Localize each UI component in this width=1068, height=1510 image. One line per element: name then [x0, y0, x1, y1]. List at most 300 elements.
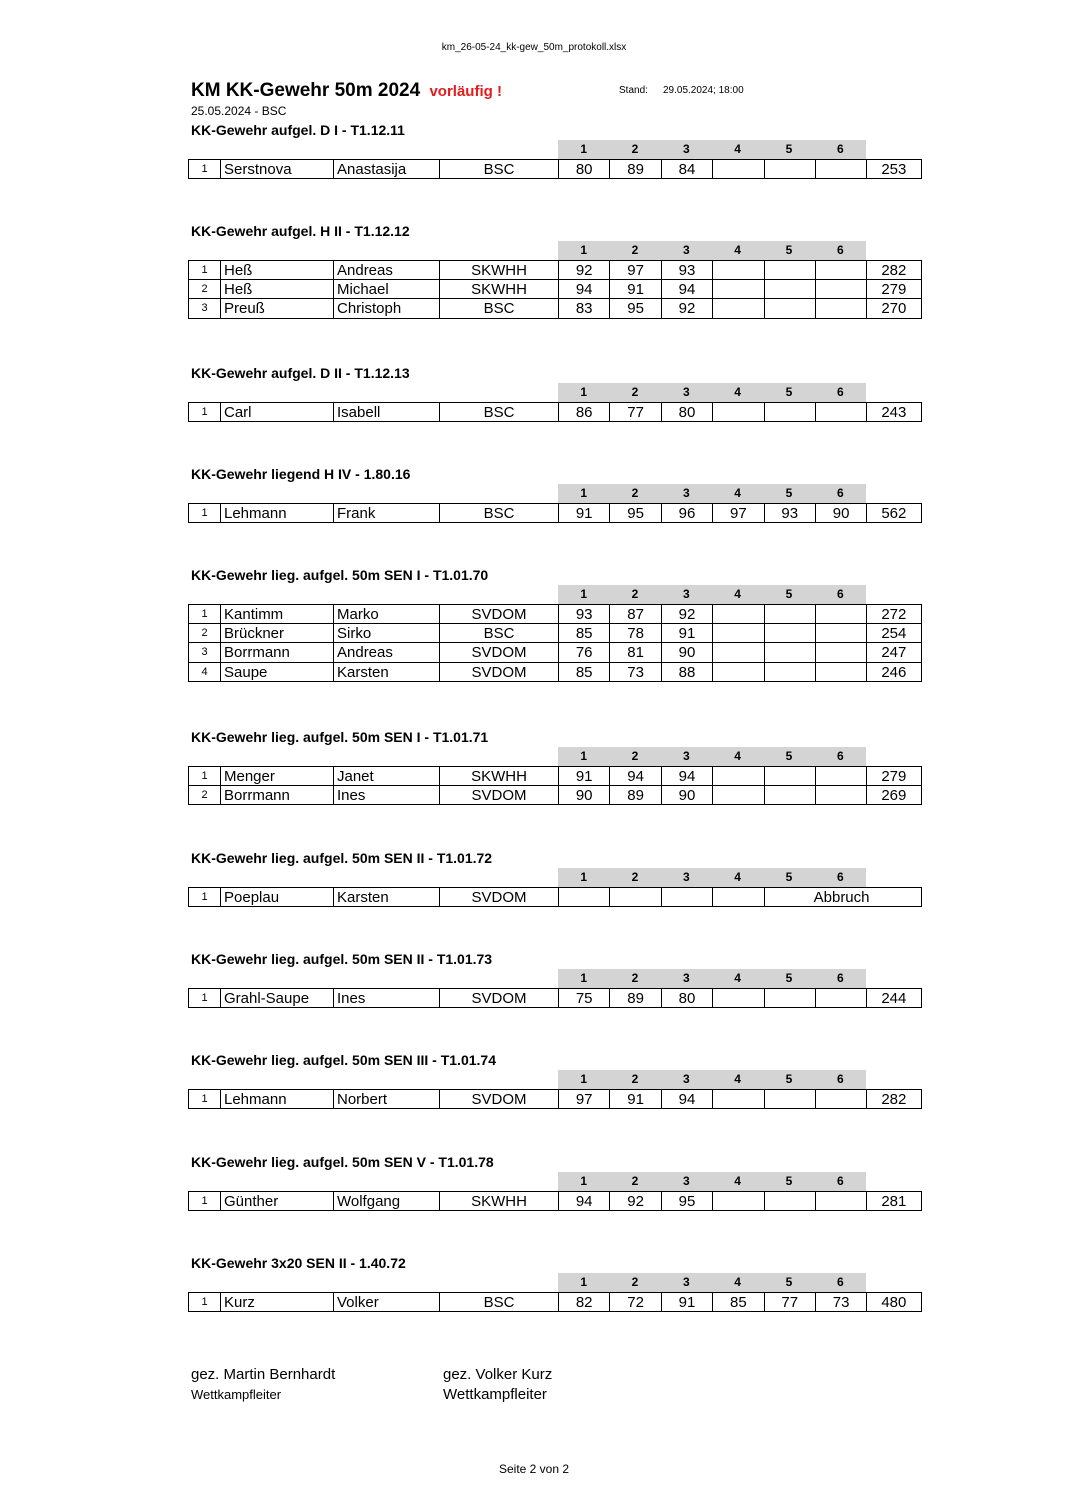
- results-table: [188, 988, 922, 1008]
- score-cell: 90: [662, 643, 713, 661]
- score-cell: 77: [765, 1293, 816, 1311]
- round-header: [558, 585, 866, 604]
- round-label: 3: [682, 971, 690, 985]
- result-section: [0, 563, 1068, 681]
- score-cell: 91: [559, 767, 610, 785]
- score-cell: [559, 888, 610, 906]
- rank-cell: 1: [189, 261, 221, 279]
- result-section: [0, 219, 1068, 318]
- signature-left-role: Wettkampfleiter: [191, 1387, 282, 1402]
- round-label: 1: [580, 1072, 587, 1086]
- table-row: [189, 605, 921, 624]
- score-cell: [713, 767, 764, 785]
- round-header: [558, 747, 866, 766]
- club-cell: SVDOM: [440, 663, 559, 681]
- score-cell: [765, 160, 816, 178]
- table-row: [189, 1293, 921, 1312]
- score-cell: [765, 786, 816, 804]
- round-label: 6: [836, 749, 844, 763]
- results-table: [188, 887, 922, 907]
- round-header: [558, 241, 866, 260]
- first-name-cell: Marko: [334, 605, 440, 623]
- results-table: [188, 402, 922, 422]
- section-title: KK-Gewehr lieg. aufgel. 50m SEN I - T1.01.71: [191, 729, 489, 745]
- round-label: 2: [631, 1275, 639, 1289]
- score-cell: [816, 403, 867, 421]
- score-cell: 96: [662, 504, 713, 522]
- round-label: 3: [682, 142, 690, 156]
- score-cell: [713, 160, 764, 178]
- last-name-cell: Kantimm: [221, 605, 334, 623]
- score-cell: 85: [559, 663, 610, 681]
- stand-label: Stand:: [619, 85, 648, 96]
- score-cell: [713, 786, 764, 804]
- total-cell: 272: [881, 606, 907, 623]
- score-cell: 94: [662, 1090, 713, 1108]
- round-label: 4: [734, 385, 741, 399]
- score-cell: 97: [713, 504, 764, 522]
- round-label: 1: [580, 1174, 587, 1188]
- results-table: [188, 604, 922, 682]
- round-label: 4: [734, 486, 741, 500]
- score-cell: [816, 261, 867, 279]
- score-cell: 73: [816, 1293, 867, 1311]
- score-cell: [816, 1090, 867, 1108]
- rank-cell: 2: [189, 624, 221, 642]
- total-cell: 282: [881, 1091, 907, 1108]
- score-cell: 94: [559, 1192, 610, 1210]
- last-name-cell: Borrmann: [221, 643, 334, 661]
- score-cell: [713, 888, 764, 906]
- preliminary-label: vorläufig !: [429, 83, 502, 100]
- score-cell: [713, 643, 764, 661]
- last-name-cell: Heß: [221, 261, 334, 279]
- title-text: KM KK-Gewehr 50m 2024: [191, 80, 421, 101]
- table-row: [189, 280, 921, 299]
- round-label: 1: [580, 749, 587, 763]
- round-label: 3: [682, 486, 690, 500]
- club-cell: BSC: [440, 403, 559, 421]
- score-cell: [816, 280, 867, 298]
- round-label: 1: [580, 486, 587, 500]
- score-cell: 77: [610, 403, 661, 421]
- stand-value: 29.05.2024; 18:00: [663, 85, 744, 96]
- score-cell: [765, 989, 816, 1007]
- total-cell: 282: [881, 262, 907, 279]
- result-section: [0, 462, 1068, 532]
- section-title: KK-Gewehr lieg. aufgel. 50m SEN II - T1.01.73: [191, 951, 493, 967]
- round-label: 4: [734, 971, 741, 985]
- club-cell: SKWHH: [440, 280, 559, 298]
- score-cell: 92: [610, 1192, 661, 1210]
- score-cell: [816, 786, 867, 804]
- last-name-cell: Günther: [221, 1192, 334, 1210]
- section-title: KK-Gewehr lieg. aufgel. 50m SEN V - T1.01.78: [191, 1154, 494, 1170]
- last-name-cell: Heß: [221, 280, 334, 298]
- table-row: [189, 989, 921, 1008]
- results-table: [188, 1292, 922, 1312]
- club-cell: SVDOM: [440, 989, 559, 1007]
- total-cell: 480: [881, 1294, 907, 1311]
- round-label: 5: [785, 486, 793, 500]
- score-cell: 93: [662, 261, 713, 279]
- club-cell: BSC: [440, 624, 559, 642]
- club-cell: BSC: [440, 160, 559, 178]
- last-name-cell: Preuß: [221, 299, 334, 317]
- round-label: 1: [580, 587, 587, 601]
- round-label: 3: [682, 749, 690, 763]
- round-label: 3: [682, 1174, 690, 1188]
- score-cell: [765, 261, 816, 279]
- table-row: [189, 786, 921, 805]
- score-cell: 91: [559, 504, 610, 522]
- round-label: 1: [580, 385, 587, 399]
- round-label: 4: [734, 1275, 741, 1289]
- round-label: 5: [785, 385, 793, 399]
- score-cell: [816, 1192, 867, 1210]
- total-cell: 281: [881, 1193, 907, 1210]
- section-title: KK-Gewehr liegend H IV - 1.80.16: [191, 466, 411, 482]
- rank-cell: 1: [189, 504, 221, 522]
- table-row: [189, 624, 921, 643]
- total-cell: 243: [881, 404, 907, 421]
- score-cell: [765, 624, 816, 642]
- round-label: 3: [682, 1275, 690, 1289]
- round-label: 2: [631, 870, 639, 884]
- total-cell: 247: [881, 644, 907, 662]
- page-number: Seite 2 von 2: [498, 1462, 570, 1476]
- rank-cell: 1: [189, 989, 221, 1007]
- score-cell: [713, 605, 764, 623]
- total-cell: 254: [881, 625, 907, 643]
- score-cell: [816, 663, 867, 681]
- score-cell: 94: [662, 280, 713, 298]
- round-label: 4: [734, 870, 741, 884]
- score-cell: [713, 299, 764, 317]
- club-cell: SKWHH: [440, 261, 559, 279]
- score-cell: 90: [559, 786, 610, 804]
- round-header: [558, 484, 866, 503]
- first-name-cell: Karsten: [334, 663, 440, 681]
- signature-left-name: gez. Martin Bernhardt: [191, 1366, 336, 1383]
- score-cell: 81: [610, 643, 661, 661]
- result-section: [0, 725, 1068, 805]
- round-label: 6: [836, 971, 844, 985]
- score-cell: [765, 403, 816, 421]
- score-cell: [816, 643, 867, 661]
- first-name-cell: Karsten: [334, 888, 440, 906]
- round-label: 5: [785, 971, 793, 985]
- result-section: [0, 1048, 1068, 1118]
- first-name-cell: Ines: [334, 989, 440, 1007]
- round-label: 2: [631, 749, 639, 763]
- score-cell: [713, 280, 764, 298]
- table-row: [189, 643, 921, 662]
- score-cell: [816, 624, 867, 642]
- club-cell: BSC: [440, 299, 559, 317]
- last-name-cell: Serstnova: [221, 160, 334, 178]
- club-cell: SVDOM: [440, 643, 559, 661]
- first-name-cell: Ines: [334, 786, 440, 804]
- club-cell: SKWHH: [440, 1192, 559, 1210]
- score-cell: [816, 767, 867, 785]
- last-name-cell: Grahl-Saupe: [221, 989, 334, 1007]
- score-cell: 90: [662, 786, 713, 804]
- total-cell: 279: [881, 281, 907, 299]
- total-cell: 253: [881, 161, 907, 178]
- round-label: 3: [682, 587, 690, 601]
- score-cell: [765, 643, 816, 661]
- score-cell: 73: [610, 663, 661, 681]
- score-cell: 91: [610, 280, 661, 298]
- score-cell: 90: [816, 504, 867, 522]
- score-cell: 92: [662, 299, 713, 317]
- score-cell: [765, 663, 816, 681]
- round-label: 5: [785, 243, 793, 257]
- section-title: KK-Gewehr lieg. aufgel. 50m SEN III - T1.01.74: [191, 1052, 496, 1068]
- score-cell: [713, 989, 764, 1007]
- table-row: [189, 663, 921, 682]
- round-label: 2: [631, 486, 639, 500]
- round-label: 1: [580, 243, 587, 257]
- first-name-cell: Frank: [334, 504, 440, 522]
- round-label: 3: [682, 385, 690, 399]
- score-cell: [765, 767, 816, 785]
- score-cell: 80: [662, 403, 713, 421]
- event-date-location: 25.05.2024 - BSC: [191, 104, 287, 118]
- score-cell: 97: [559, 1090, 610, 1108]
- table-row: [189, 888, 921, 907]
- score-cell: 95: [610, 299, 661, 317]
- round-header: [558, 1070, 866, 1089]
- round-label: 3: [682, 870, 690, 884]
- score-cell: [713, 1090, 764, 1108]
- round-label: 4: [734, 1072, 741, 1086]
- results-table: [188, 503, 922, 523]
- round-label: 2: [631, 142, 639, 156]
- score-cell: 94: [662, 767, 713, 785]
- table-row: [189, 1192, 921, 1211]
- table-row: [189, 1090, 921, 1109]
- result-section: [0, 1251, 1068, 1321]
- score-cell: 80: [559, 160, 610, 178]
- round-label: 6: [836, 385, 844, 399]
- first-name-cell: Sirko: [334, 624, 440, 642]
- score-cell: [713, 1192, 764, 1210]
- first-name-cell: Christoph: [334, 299, 440, 317]
- first-name-cell: Isabell: [334, 403, 440, 421]
- last-name-cell: Lehmann: [221, 504, 334, 522]
- round-label: 5: [785, 587, 793, 601]
- round-label: 1: [580, 1275, 587, 1289]
- score-cell: [713, 624, 764, 642]
- round-label: 6: [836, 870, 844, 884]
- round-label: 6: [836, 486, 844, 500]
- last-name-cell: Brückner: [221, 624, 334, 642]
- first-name-cell: Wolfgang: [334, 1192, 440, 1210]
- score-cell: 82: [559, 1293, 610, 1311]
- score-cell: 89: [610, 989, 661, 1007]
- score-cell: 83: [559, 299, 610, 317]
- section-title: KK-Gewehr lieg. aufgel. 50m SEN I - T1.01.70: [191, 567, 489, 583]
- section-title: KK-Gewehr aufgel. D II - T1.12.13: [191, 365, 410, 381]
- note-cell: Abbruch: [813, 889, 870, 906]
- total-cell: 269: [881, 787, 907, 805]
- round-header: [558, 969, 866, 988]
- round-label: 6: [836, 1275, 844, 1289]
- section-title: KK-Gewehr lieg. aufgel. 50m SEN II - T1.01.72: [191, 850, 493, 866]
- table-row: [189, 403, 921, 422]
- round-label: 4: [734, 243, 741, 257]
- total-cell: 270: [881, 300, 907, 318]
- round-label: 1: [580, 971, 587, 985]
- score-cell: [765, 1192, 816, 1210]
- round-label: 5: [785, 1275, 793, 1289]
- round-label: 2: [631, 587, 639, 601]
- table-row: [189, 261, 921, 280]
- score-cell: [713, 403, 764, 421]
- score-cell: 89: [610, 786, 661, 804]
- club-cell: SVDOM: [440, 888, 559, 906]
- score-cell: [765, 280, 816, 298]
- last-name-cell: Saupe: [221, 663, 334, 681]
- round-label: 4: [734, 142, 741, 156]
- round-label: 2: [631, 971, 639, 985]
- score-cell: 85: [713, 1293, 764, 1311]
- table-row: [189, 767, 921, 786]
- result-section: [0, 947, 1068, 1017]
- round-label: 5: [785, 870, 793, 884]
- round-label: 6: [836, 1072, 844, 1086]
- round-label: 5: [785, 142, 793, 156]
- last-name-cell: Kurz: [221, 1293, 334, 1311]
- last-name-cell: Poeplau: [221, 888, 334, 906]
- result-section: [0, 361, 1068, 431]
- results-table: [188, 766, 922, 805]
- score-cell: [765, 605, 816, 623]
- last-name-cell: Carl: [221, 403, 334, 421]
- rank-cell: 1: [189, 1293, 221, 1311]
- signature-right-role: Wettkampfleiter: [443, 1386, 547, 1403]
- round-label: 3: [682, 243, 690, 257]
- score-cell: [765, 299, 816, 317]
- round-label: 6: [836, 142, 844, 156]
- total-cell: 244: [881, 990, 907, 1007]
- table-row: [189, 160, 921, 179]
- round-label: 2: [631, 1174, 639, 1188]
- rank-cell: 3: [189, 299, 221, 317]
- result-section: [0, 118, 1068, 188]
- round-label: 1: [580, 142, 587, 156]
- score-cell: 80: [662, 989, 713, 1007]
- score-cell: 93: [559, 605, 610, 623]
- score-cell: [713, 663, 764, 681]
- first-name-cell: Andreas: [334, 261, 440, 279]
- score-cell: 91: [662, 1293, 713, 1311]
- last-name-cell: Menger: [221, 767, 334, 785]
- score-cell: 88: [662, 663, 713, 681]
- round-label: 6: [836, 1174, 844, 1188]
- club-cell: SVDOM: [440, 1090, 559, 1108]
- first-name-cell: Janet: [334, 767, 440, 785]
- round-label: 5: [785, 1174, 793, 1188]
- rank-cell: 2: [189, 280, 221, 298]
- score-cell: [610, 888, 661, 906]
- first-name-cell: Andreas: [334, 643, 440, 661]
- last-name-cell: Lehmann: [221, 1090, 334, 1108]
- round-label: 2: [631, 385, 639, 399]
- rank-cell: 1: [189, 605, 221, 623]
- score-cell: [662, 888, 713, 906]
- score-cell: [816, 160, 867, 178]
- round-label: 4: [734, 587, 741, 601]
- total-cell: 246: [881, 663, 907, 681]
- score-cell: 91: [662, 624, 713, 642]
- rank-cell: 4: [189, 663, 221, 681]
- score-cell: [713, 261, 764, 279]
- rank-cell: 1: [189, 1090, 221, 1108]
- section-title: KK-Gewehr aufgel. H II - T1.12.12: [191, 223, 410, 239]
- document-title: [191, 80, 502, 102]
- table-row: [189, 504, 921, 523]
- rank-cell: 1: [189, 1192, 221, 1210]
- rank-cell: 2: [189, 786, 221, 804]
- score-cell: 94: [559, 280, 610, 298]
- rank-cell: 3: [189, 643, 221, 661]
- score-cell: [765, 1090, 816, 1108]
- score-cell: 84: [662, 160, 713, 178]
- round-label: 6: [836, 587, 844, 601]
- total-cell: 279: [881, 768, 907, 785]
- results-table: [188, 1191, 922, 1211]
- club-cell: BSC: [440, 1293, 559, 1311]
- rank-cell: 1: [189, 767, 221, 785]
- last-name-cell: Borrmann: [221, 786, 334, 804]
- round-header: [558, 1172, 866, 1191]
- round-header: [558, 383, 866, 402]
- score-cell: 97: [610, 261, 661, 279]
- first-name-cell: Volker: [334, 1293, 440, 1311]
- rank-cell: 1: [189, 403, 221, 421]
- score-cell: 91: [610, 1090, 661, 1108]
- score-cell: 86: [559, 403, 610, 421]
- round-label: 5: [785, 1072, 793, 1086]
- results-table: [188, 1089, 922, 1109]
- score-cell: 93: [765, 504, 816, 522]
- score-cell: 75: [559, 989, 610, 1007]
- score-cell: 94: [610, 767, 661, 785]
- file-name: km_26-05-24_kk-gew_50m_protokoll.xlsx: [441, 42, 627, 53]
- score-cell: [816, 299, 867, 317]
- score-cell: 92: [662, 605, 713, 623]
- club-cell: BSC: [440, 504, 559, 522]
- round-label: 4: [734, 1174, 741, 1188]
- round-label: 6: [836, 243, 844, 257]
- club-cell: SKWHH: [440, 767, 559, 785]
- score-cell: 89: [610, 160, 661, 178]
- result-section: [0, 846, 1068, 916]
- section-title: KK-Gewehr 3x20 SEN II - 1.40.72: [191, 1255, 406, 1271]
- score-cell: 92: [559, 261, 610, 279]
- results-table: [188, 159, 922, 179]
- round-header: [558, 868, 866, 887]
- club-cell: SVDOM: [440, 786, 559, 804]
- round-label: 2: [631, 1072, 639, 1086]
- club-cell: SVDOM: [440, 605, 559, 623]
- results-table: [188, 260, 922, 319]
- score-cell: [816, 989, 867, 1007]
- score-cell: 85: [559, 624, 610, 642]
